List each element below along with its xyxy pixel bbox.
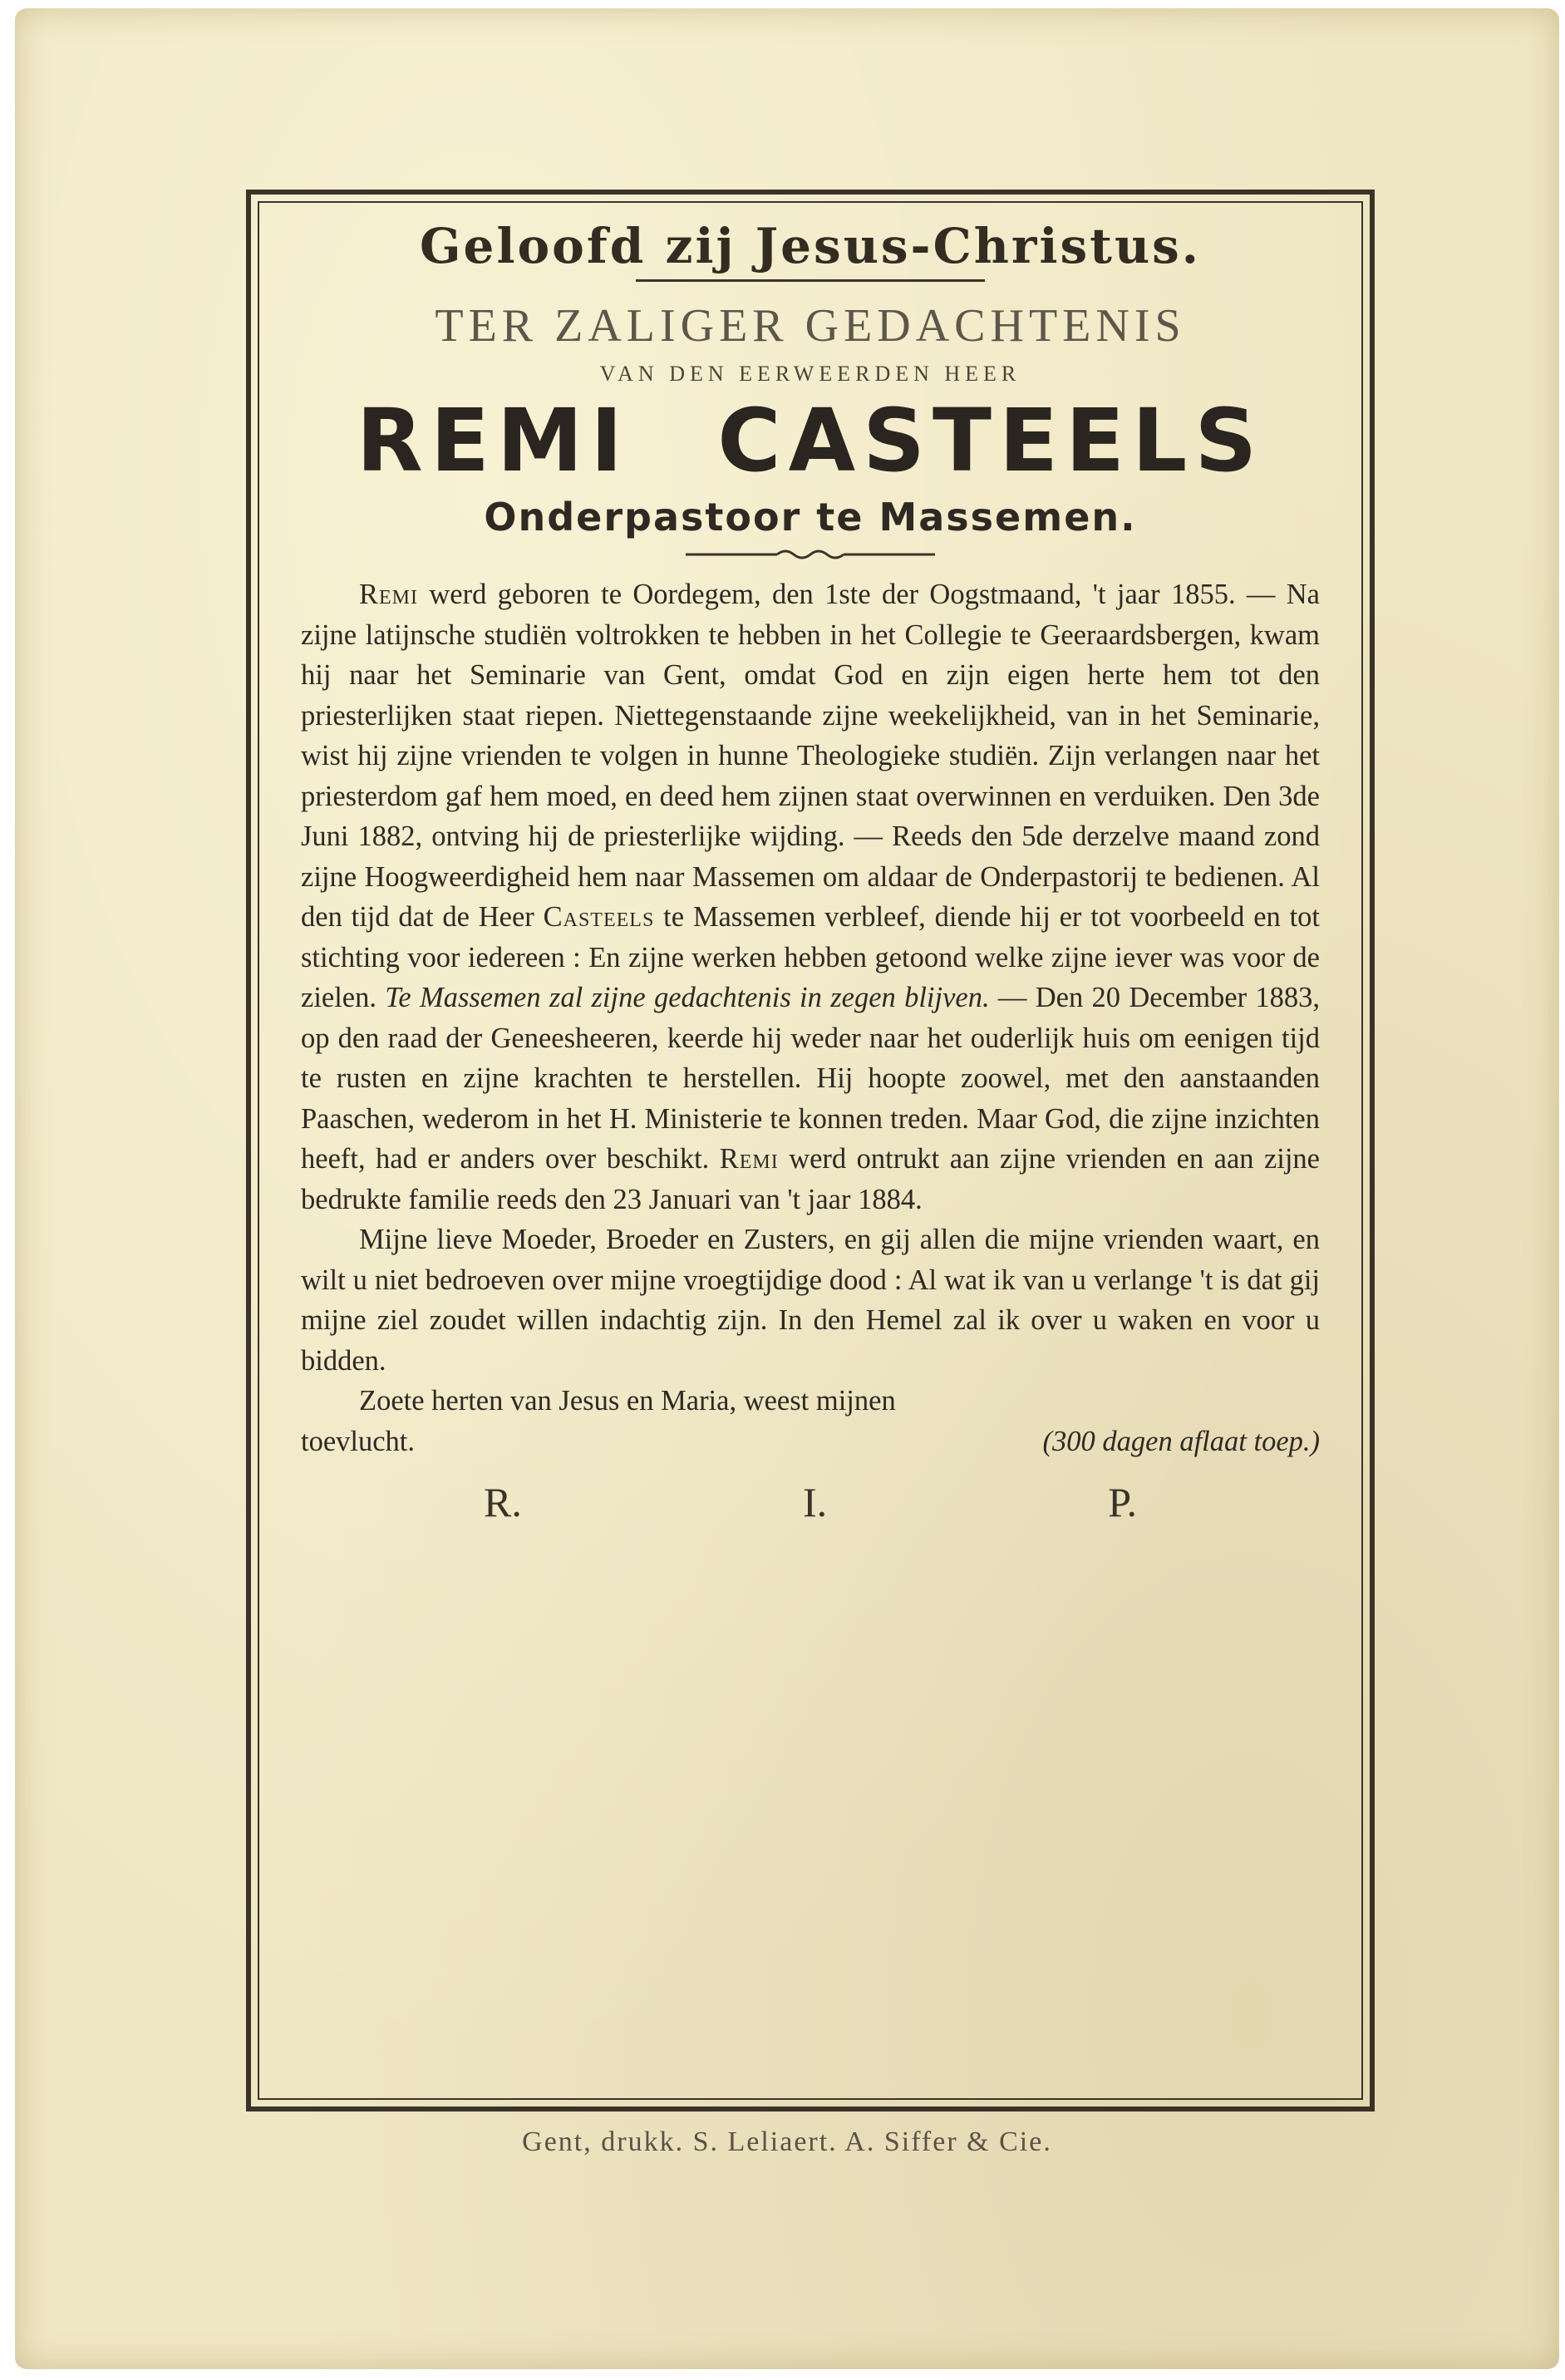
bio-part-4: werd ontrukt aan zijne vrienden en aan zijne bedrukte familie reeds den 23 Januari van 't jaar 1884. xyxy=(301,1143,1320,1215)
rip-letter-r: R. xyxy=(484,1479,522,1525)
bio-italic-quote: Te Massemen zal zijne gedachtenis in zegen blijven. xyxy=(385,982,990,1013)
aspiration-line-1: Zoete herten van Jesus en Maria, weest mijnen xyxy=(359,1385,896,1417)
rip-letter-p: P. xyxy=(1108,1479,1137,1525)
rip-letter-i: I. xyxy=(802,1479,828,1525)
card-border-frame xyxy=(246,190,1375,2111)
farewell-prayer: Mijne lieve Moeder, Broeder en Zusters, en gij allen die mijne vrienden waart, en wilt u niet bedroeven over mijne vroegtijdige dood : Al wat ik van u verlange 't is dat gij mijne ziel zoudet willen indachtig zijn. In den Hemel zal ik over u waken en voor u bidden. xyxy=(301,1224,1320,1377)
aspiration-line-2 xyxy=(301,1422,1320,1462)
motto-heading: Geloofd zij Jesus-Christus. xyxy=(420,218,1201,274)
bio-surname: Casteels xyxy=(543,901,655,933)
bio-part-3: — Den 20 December 1883, op den raad der Geneesheeren, keerde hij weder naar het ouderlijk huis om eenigen tijd te rusten en zijne krachten te herstellen. Hij hoopte zoowel, met den aanstaanden Paaschen, wederom in het H. Ministerie te konnen treden. Maar God, die zijne inzichten heeft, had er anders over beschikt. xyxy=(301,982,1321,1175)
motto-underline xyxy=(636,279,985,282)
aspiration-end: toevlucht. xyxy=(301,1425,416,1457)
card-content xyxy=(301,213,1320,2090)
deceased-title: Onderpastoor te Massemen. xyxy=(484,495,1137,540)
bio-name-repeat: Remi xyxy=(719,1143,779,1175)
memorial-card xyxy=(15,8,1559,2369)
indulgence-note: (300 dagen aflaat toep.) xyxy=(1042,1425,1320,1457)
in-memoriam-heading: TER ZALIGER GEDACHTENIS xyxy=(435,300,1186,352)
flourish-divider-icon xyxy=(686,546,935,563)
printer-imprint: Gent, drukk. S. Leliaert. A. Siffer & Cie. xyxy=(522,2126,1052,2157)
bio-part-1: werd geboren te Oordegem, den 1ste der Oogstmaand, 't jaar 1855. — Na zijne latijnsche studiën voltrokken te hebben in het Collegie te Geeraardsbergen, kwam hij naar het Seminarie van Gent, omdat God en zijn eigen herte hem tot den priesterlijken staat riepen. Niettegenstaande zijne weekelijkheid, van in het Seminarie, wist hij zijne vrienden te volgen in hunne Theologieke studiën. Zijn verlangen naar het priesterdom gaf hem moed, en deed hem zijnen staat overwinnen en verduiken. Den 3de Juni 1882, ontving hij de priesterlijke wijding. — Reeds den 5de derzelve maand zond zijne Hoogweerdigheid hem naar Massemen om aldaar de Onderpastorij te bedienen. Al den tijd dat de Heer xyxy=(301,579,1320,933)
bio-part-2: te Massemen verbleef, diende hij er tot voorbeeld en tot stichting voor iedereen : En zijne werken hebben getoond welke zijne iever was voor de zielen. xyxy=(301,901,1320,1013)
rip-letters xyxy=(484,1478,1137,1526)
biography-text xyxy=(301,574,1320,1220)
bio-first-name: Remi xyxy=(359,579,419,610)
honorific-line: VAN DEN EERWEERDEN HEER xyxy=(599,362,1021,386)
deceased-name: REMI CASTEELS xyxy=(356,390,1265,491)
